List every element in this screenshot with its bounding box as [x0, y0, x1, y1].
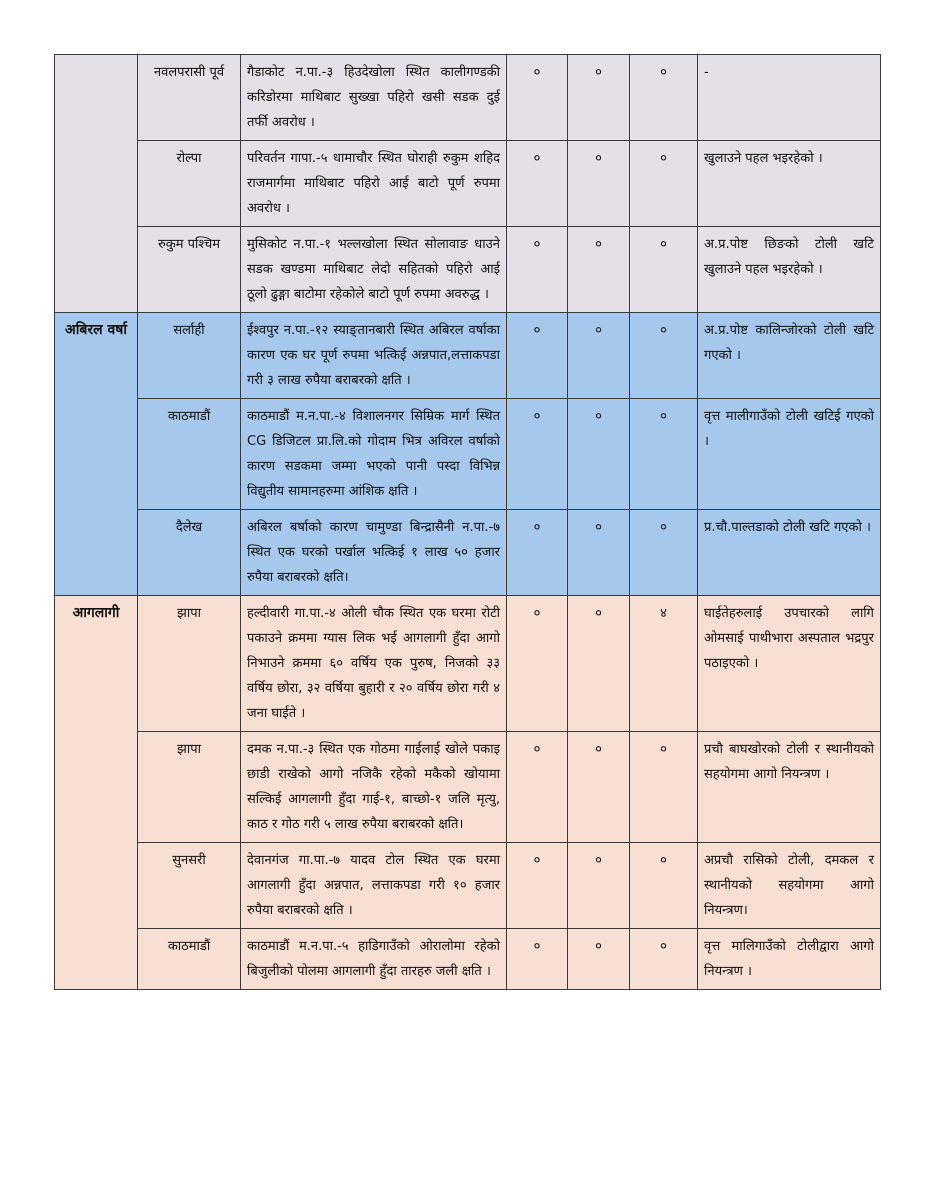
injured-cell: ० [630, 929, 698, 990]
district-cell: नवलपरासी पूर्व [138, 55, 241, 141]
deaths-cell: ० [507, 227, 568, 313]
description-cell: देवानगंज गा.पा.-७ यादव टोल स्थित एक घरमा आगलागी हुँदा अन्नपात, लत्ताकपडा गरी १० हजार रुपैया बराबरको क्षति । [241, 843, 507, 929]
deaths-cell: ० [507, 141, 568, 227]
description-cell: अबिरल बर्षाको कारण चामुण्डा बिन्द्रासैनी न.पा.-७ स्थित एक घरको पर्खाल भत्किई १ लाख ५० हजार रुपैया बराबरको क्षति। [241, 510, 507, 596]
deaths-cell: ० [507, 313, 568, 399]
injured-cell: ० [630, 55, 698, 141]
description-cell: दमक न.पा.-३ स्थित एक गोठमा गाईलाई खोले पकाइ छाडी राखेको आगो नजिकै रहेको मकैको खोयामा सल्किई आगलागी हुँदा गाई-१, बाच्छो-१ जलि मृत्यु, काठ र गोठ गरी ५ लाख रुपैया बराबरको क्षति। [241, 732, 507, 843]
deaths-cell: ० [507, 732, 568, 843]
category-cell: अबिरल वर्षा [55, 313, 138, 596]
missing-cell: ० [568, 510, 630, 596]
missing-cell: ० [568, 596, 630, 732]
district-cell: सर्लाही [138, 313, 241, 399]
category-cell: आगलागी [55, 596, 138, 990]
remarks-cell: वृत्त मालिगाउँको टोलीद्वारा आगो नियन्त्रण । [698, 929, 881, 990]
description-cell: मुसिकोट न.पा.-१ भल्लखोला स्थित सोलावाङ धाउने सडक खण्डमा माथिबाट लेदो सहितको पहिरो आई ठूलो ढुङ्गा बाटोमा रहेकोले बाटो पूर्ण रुपमा अवरुद्ध । [241, 227, 507, 313]
missing-cell: ० [568, 141, 630, 227]
district-cell: काठमाडौं [138, 399, 241, 510]
table-row [55, 929, 881, 990]
description-cell: काठमाडौं म.न.पा.-४ विशालनगर सिम्रिक मार्ग स्थित CG डिजिटल प्रा.लि.को गोदाम भित्र अविरल वर्षाको कारण सडकमा जम्मा भएको पानी पस्दा विभिन्न विद्युतीय सामानहरुमा आंशिक क्षति । [241, 399, 507, 510]
remarks-cell: वृत्त मालीगाउँको टोली खटिई गएको । [698, 399, 881, 510]
table-row [55, 227, 881, 313]
remarks-cell: घाईतेहरुलाई उपचारको लागि ओमसाई पाथीभारा अस्पताल भद्रपुर पठाइएको । [698, 596, 881, 732]
table-row [55, 399, 881, 510]
injured-cell: ० [630, 227, 698, 313]
district-cell: झापा [138, 732, 241, 843]
missing-cell: ० [568, 843, 630, 929]
injured-cell: ० [630, 510, 698, 596]
table-row [55, 313, 881, 399]
injured-cell: ४ [630, 596, 698, 732]
table-row [55, 510, 881, 596]
remarks-cell: - [698, 55, 881, 141]
table-row [55, 596, 881, 732]
deaths-cell: ० [507, 510, 568, 596]
district-cell: दैलेख [138, 510, 241, 596]
incident-table [54, 54, 881, 990]
district-cell: रोल्पा [138, 141, 241, 227]
district-cell: सुनसरी [138, 843, 241, 929]
remarks-cell: प्र.चौ.पाल्तडाको टोली खटि गएको । [698, 510, 881, 596]
missing-cell: ० [568, 399, 630, 510]
injured-cell: ० [630, 399, 698, 510]
remarks-cell: प्रचौ बाघखोरको टोली र स्थानीयको सहयोगमा आगो नियन्त्रण । [698, 732, 881, 843]
district-cell: झापा [138, 596, 241, 732]
deaths-cell: ० [507, 929, 568, 990]
district-cell: काठमाडौं [138, 929, 241, 990]
deaths-cell: ० [507, 55, 568, 141]
table-row [55, 843, 881, 929]
description-cell: काठमाडौं म.न.पा.-५ हाडिगाउँको ओरालोमा रहेको बिजुलीको पोलमा आगलागी हुँदा तारहरु जली क्षति । [241, 929, 507, 990]
injured-cell: ० [630, 843, 698, 929]
injured-cell: ० [630, 313, 698, 399]
description-cell: गैडाकोट न.पा.-३ हिउदेखोला स्थित कालीगण्डकी करिडोरमा माथिबाट सुख्खा पहिरो खसी सडक दुई तर्फी अवरोध । [241, 55, 507, 141]
missing-cell: ० [568, 227, 630, 313]
injured-cell: ० [630, 732, 698, 843]
deaths-cell: ० [507, 596, 568, 732]
missing-cell: ० [568, 313, 630, 399]
missing-cell: ० [568, 732, 630, 843]
remarks-cell: अ.प्र.पोष्ट कालिन्जोरको टोली खटि गएको । [698, 313, 881, 399]
description-cell: हल्दीवारी गा.पा.-४ ओली चौक स्थित एक घरमा रोटी पकाउने क्रममा ग्यास लिक भई आगलागी हुँदा आगो निभाउने क्रममा ६० वर्षिय एक पुरुष, निजको ३३ वर्षिय छोरा, ३२ वर्षिया बुहारी र २० वर्षिय छोरा गरी ४ जना घाईते । [241, 596, 507, 732]
remarks-cell: खुलाउने पहल भइरहेको । [698, 141, 881, 227]
deaths-cell: ० [507, 399, 568, 510]
missing-cell: ० [568, 55, 630, 141]
remarks-cell: अप्रचौ रासिको टोली, दमकल र स्थानीयको सहयोगमा आगो नियन्त्रण। [698, 843, 881, 929]
table-row [55, 732, 881, 843]
category-cell [55, 55, 138, 313]
table-row [55, 141, 881, 227]
missing-cell: ० [568, 929, 630, 990]
description-cell: परिवर्तन गापा.-५ धामाचौर स्थित घोराही रुकुम शहिद राजमार्गमा माथिबाट पहिरो आई बाटो पूर्ण रुपमा अवरोध । [241, 141, 507, 227]
deaths-cell: ० [507, 843, 568, 929]
table-row [55, 55, 881, 141]
district-cell: रुकुम पश्चिम [138, 227, 241, 313]
injured-cell: ० [630, 141, 698, 227]
description-cell: ईश्वपुर न.पा.-१२ स्याङ्तानबारी स्थित अबिरल वर्षाका कारण एक घर पूर्ण रुपमा भत्किई अन्नपात,लत्ताकपडा गरी ३ लाख रुपैया बराबरको क्षति । [241, 313, 507, 399]
remarks-cell: अ.प्र.पोष्ट छिङको टोली खटि खुलाउने पहल भइरहेको । [698, 227, 881, 313]
